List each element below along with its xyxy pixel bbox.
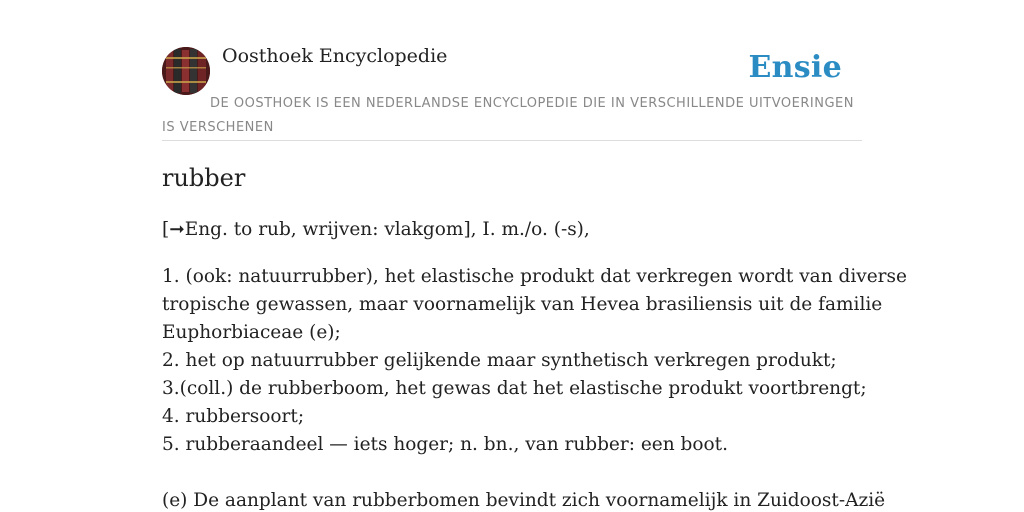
etymology: [➞Eng. to rub, wrijven: vlakgom], I. m./o. (-s), [162, 219, 590, 240]
page-title: rubber [162, 164, 246, 192]
definition-line: tropische gewassen, maar voornamelijk van Hevea brasiliensis uit de familie [162, 294, 883, 315]
definition-line: 1. (ook: natuurrubber), het elastische produkt dat verkregen wordt van diverse [162, 266, 907, 287]
site-tagline: DE OOSTHOEK IS EEN NEDERLANDSE ENCYCLOPEDIE DIE IN VERSCHILLENDE UITVOERINGEN IS VERSCHENEN [162, 96, 854, 135]
book-spines-avatar-icon[interactable] [162, 47, 210, 95]
definition-text [162, 263, 907, 459]
page [162, 0, 907, 511]
site-title[interactable]: Oosthoek Encyclopedie [222, 45, 448, 67]
definition-line: 4. rubbersoort; [162, 406, 305, 427]
definition-line: 3.(coll.) de rubberboom, het gewas dat het elastische produkt voortbrengt; [162, 378, 867, 399]
header [162, 0, 862, 141]
definition-line: Euphorbiaceae (e); [162, 322, 341, 343]
definition-line: 5. rubberaandeel — iets hoger; n. bn., van rubber: een boot. [162, 434, 728, 455]
note-paragraph: (e) De aanplant van rubberbomen bevindt zich voornamelijk in Zuidoost-Azië [162, 490, 886, 511]
brand-logo[interactable]: Ensie [748, 50, 842, 85]
definition-line: 2. het op natuurrubber gelijkende maar synthetisch verkregen produkt; [162, 350, 837, 371]
